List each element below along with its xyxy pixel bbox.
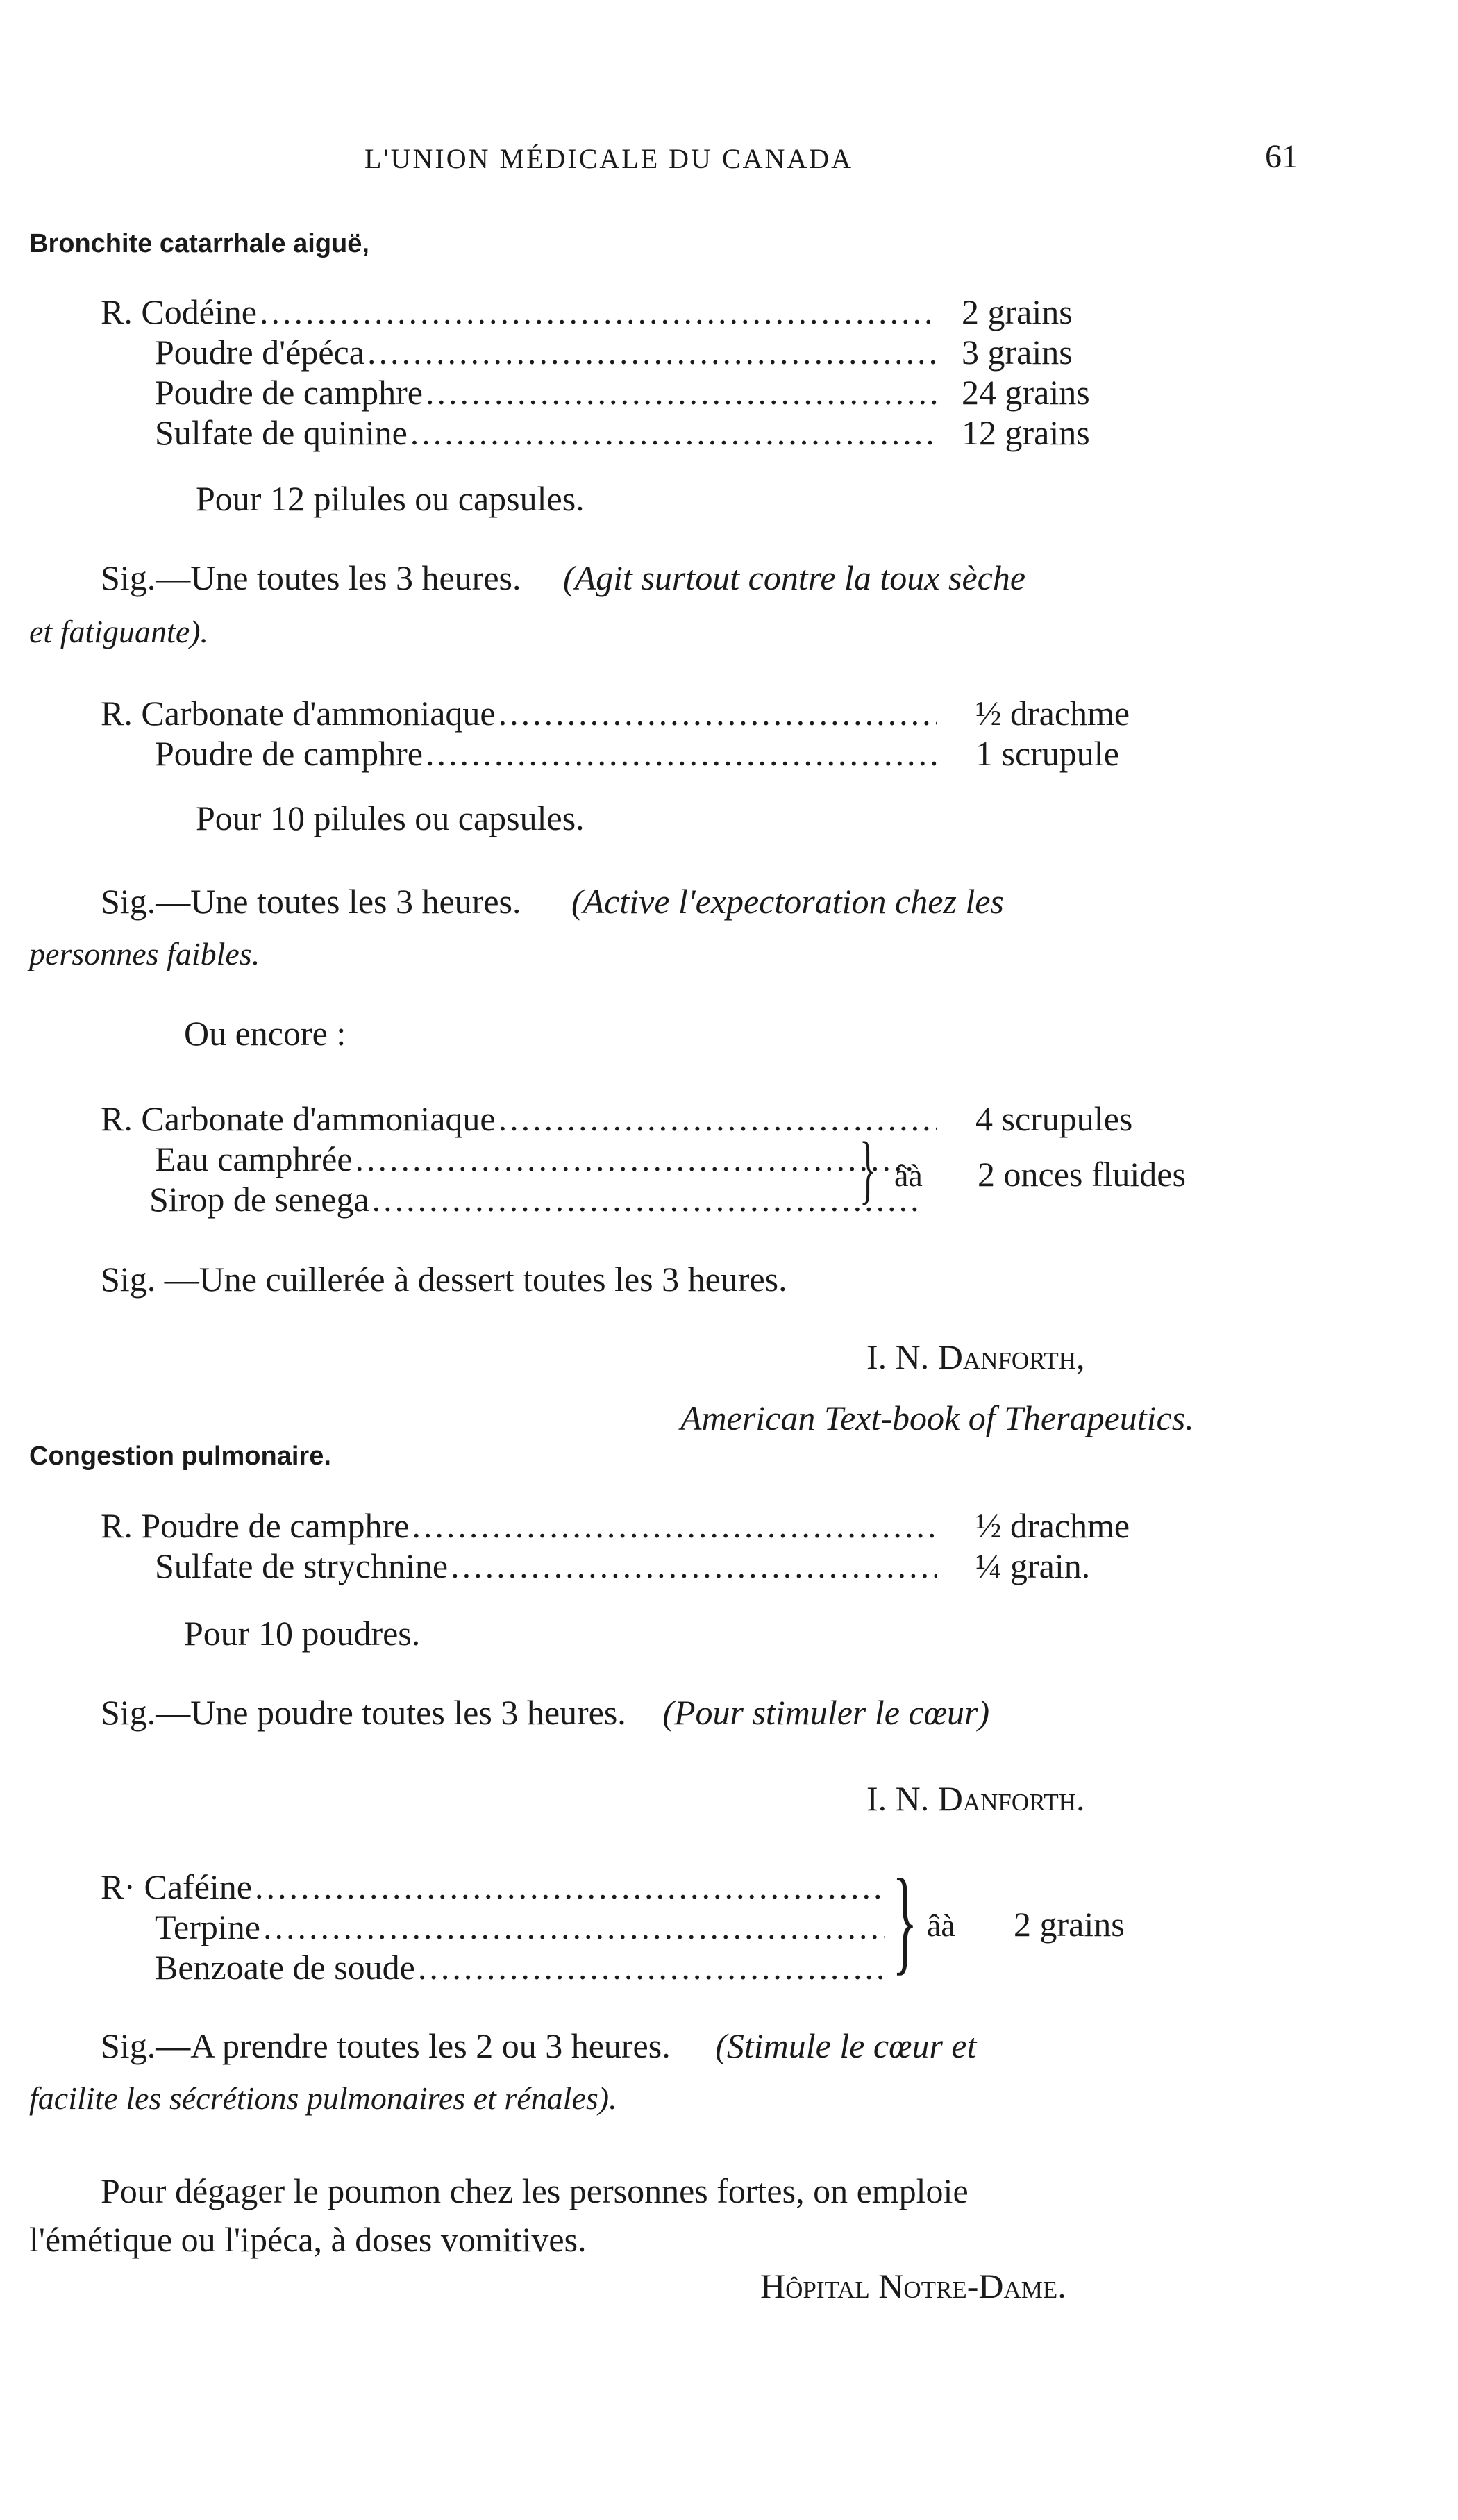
rx-ingredient: Sulfate de strychnine (155, 1546, 449, 1585)
prescription-carbonate (101, 693, 941, 774)
leader-dots (372, 1179, 919, 1219)
closing-paragraph-line1: Pour dégager le poumon chez les personnes fortes, on emploie (101, 2171, 969, 2210)
rx-dose: ¼ grain. (975, 1546, 1091, 1585)
prescription-camphre (101, 1505, 941, 1586)
rx-line (101, 412, 941, 453)
leader-dots (451, 1546, 937, 1586)
rx-ingredient: R. Codéine (101, 292, 257, 331)
rx-line (101, 733, 941, 774)
sig-comment-cont: et fatiguante). (29, 614, 209, 649)
rx-line (101, 1947, 889, 1987)
author-signature: I. N. Danforth. (866, 1779, 1085, 1818)
rx-ingredient: Poudre de camphre (155, 734, 423, 773)
rx-line (101, 693, 941, 733)
rx-dose: ½ drachme (975, 1506, 1130, 1545)
rx-note: Pour 10 pilules ou capsules. (196, 799, 585, 837)
rx-dose: 24 grains (962, 373, 1090, 412)
page-number: 61 (1265, 138, 1298, 175)
rx-line (101, 332, 941, 372)
leader-dots (355, 1139, 919, 1179)
sig-comment: (Agit surtout contre la toux sèche (562, 558, 1026, 597)
sig-comment-cont: personnes faibles. (29, 936, 260, 971)
closing-signature: Hôpital Notre-Dame. (760, 2267, 1066, 2305)
rx-ingredient: Poudre de camphre (155, 373, 423, 412)
running-title: L'UNION MÉDICALE DU CANADA (364, 143, 854, 174)
sig-comment: (Active l'expectoration chez les (571, 882, 1004, 921)
right-brace: } (860, 1126, 876, 1211)
closing-paragraph-line2: l'émétique ou l'ipéca, à doses vomitives. (29, 2220, 587, 2259)
leader-dots (255, 1867, 885, 1907)
rx-ingredient: R. Carbonate d'ammoniaque (101, 1099, 496, 1138)
rx-ingredient: Eau camphrée (155, 1140, 353, 1178)
rx-line (101, 1907, 889, 1947)
section-title-bronchite: Bronchite catarrhale aiguë, (29, 229, 369, 258)
rx-note: Pour 10 poudres. (184, 1614, 421, 1653)
right-brace: } (892, 1855, 918, 1985)
rx-line (101, 292, 941, 332)
ana-mark: âà (927, 1908, 955, 1943)
rx-line (101, 1139, 923, 1179)
leader-dots (367, 332, 937, 372)
leader-dots (410, 412, 937, 453)
rx-note: Pour 12 pilules ou capsules. (196, 479, 585, 518)
rx-line (101, 1505, 941, 1546)
rx-ingredient: R· Caféine (101, 1867, 252, 1906)
rx-dose: 4 scrupules (975, 1099, 1133, 1138)
rx-grouped-dose: 2 grains (1014, 1905, 1125, 1944)
rx-line (101, 372, 941, 412)
rx-dose: 2 grains (962, 292, 1073, 331)
rx-line (101, 1546, 941, 1586)
ou-encore: Ou encore : (184, 1014, 346, 1053)
author-signature: I. N. Danforth, (866, 1337, 1085, 1376)
rx-ingredient: Sulfate de quinine (155, 413, 408, 452)
rx-dose: ½ drachme (975, 694, 1130, 733)
rx-line (101, 1867, 889, 1907)
rx-ingredient: R. Poudre de camphre (101, 1506, 410, 1545)
leader-dots (263, 1907, 885, 1947)
ana-mark: âà (894, 1158, 923, 1193)
rx-ingredient: Terpine (155, 1908, 260, 1946)
prescription-cafeine (101, 1867, 889, 1987)
leader-dots (260, 292, 937, 332)
sig-line (101, 2025, 977, 2067)
leader-dots (498, 693, 937, 733)
leader-dots (426, 372, 937, 412)
rx-dose: 12 grains (962, 413, 1090, 452)
rx-ingredient: Poudre d'épéca (155, 333, 364, 372)
sig-comment: (Stimule le cœur et (715, 2026, 977, 2065)
sig-text: Sig.—Une toutes les 3 heures. (101, 558, 521, 597)
rx-dose: 3 grains (962, 333, 1073, 372)
sig-comment: (Pour stimuler le cœur) (662, 1693, 990, 1732)
rx-ingredient: Benzoate de soude (155, 1948, 415, 1987)
rx-ingredient: Sirop de senega (149, 1180, 369, 1219)
leader-dots (418, 1947, 885, 1987)
rx-ingredient: R. Carbonate d'ammoniaque (101, 694, 496, 733)
rx-dose: 1 scrupule (975, 734, 1119, 773)
rx-line (101, 1099, 941, 1139)
sig-comment-cont: facilite les sécrétions pulmonaires et rénales). (29, 2080, 617, 2116)
sig-line: Sig. —Une cuillerée à dessert toutes les 3 heures. (101, 1260, 787, 1299)
rx-grouped-dose: 2 onces fluides (978, 1155, 1186, 1194)
sig-text: Sig.—A prendre toutes les 2 ou 3 heures. (101, 2026, 671, 2065)
leader-dots (412, 1505, 937, 1546)
leader-dots (426, 733, 937, 774)
sig-line (101, 557, 1025, 599)
sig-line (101, 1692, 989, 1733)
source-citation: American Text-book of Therapeutics. (680, 1399, 1194, 1437)
sig-line (101, 881, 1004, 922)
sig-text: Sig.—Une poudre toutes les 3 heures. (101, 1693, 626, 1732)
sig-text: Sig.—Une toutes les 3 heures. (101, 882, 521, 921)
rx-line (101, 1179, 923, 1219)
prescription-ammoniaque (101, 1099, 941, 1219)
prescription-codeine (101, 292, 941, 453)
section-title-congestion: Congestion pulmonaire. (29, 1442, 331, 1471)
